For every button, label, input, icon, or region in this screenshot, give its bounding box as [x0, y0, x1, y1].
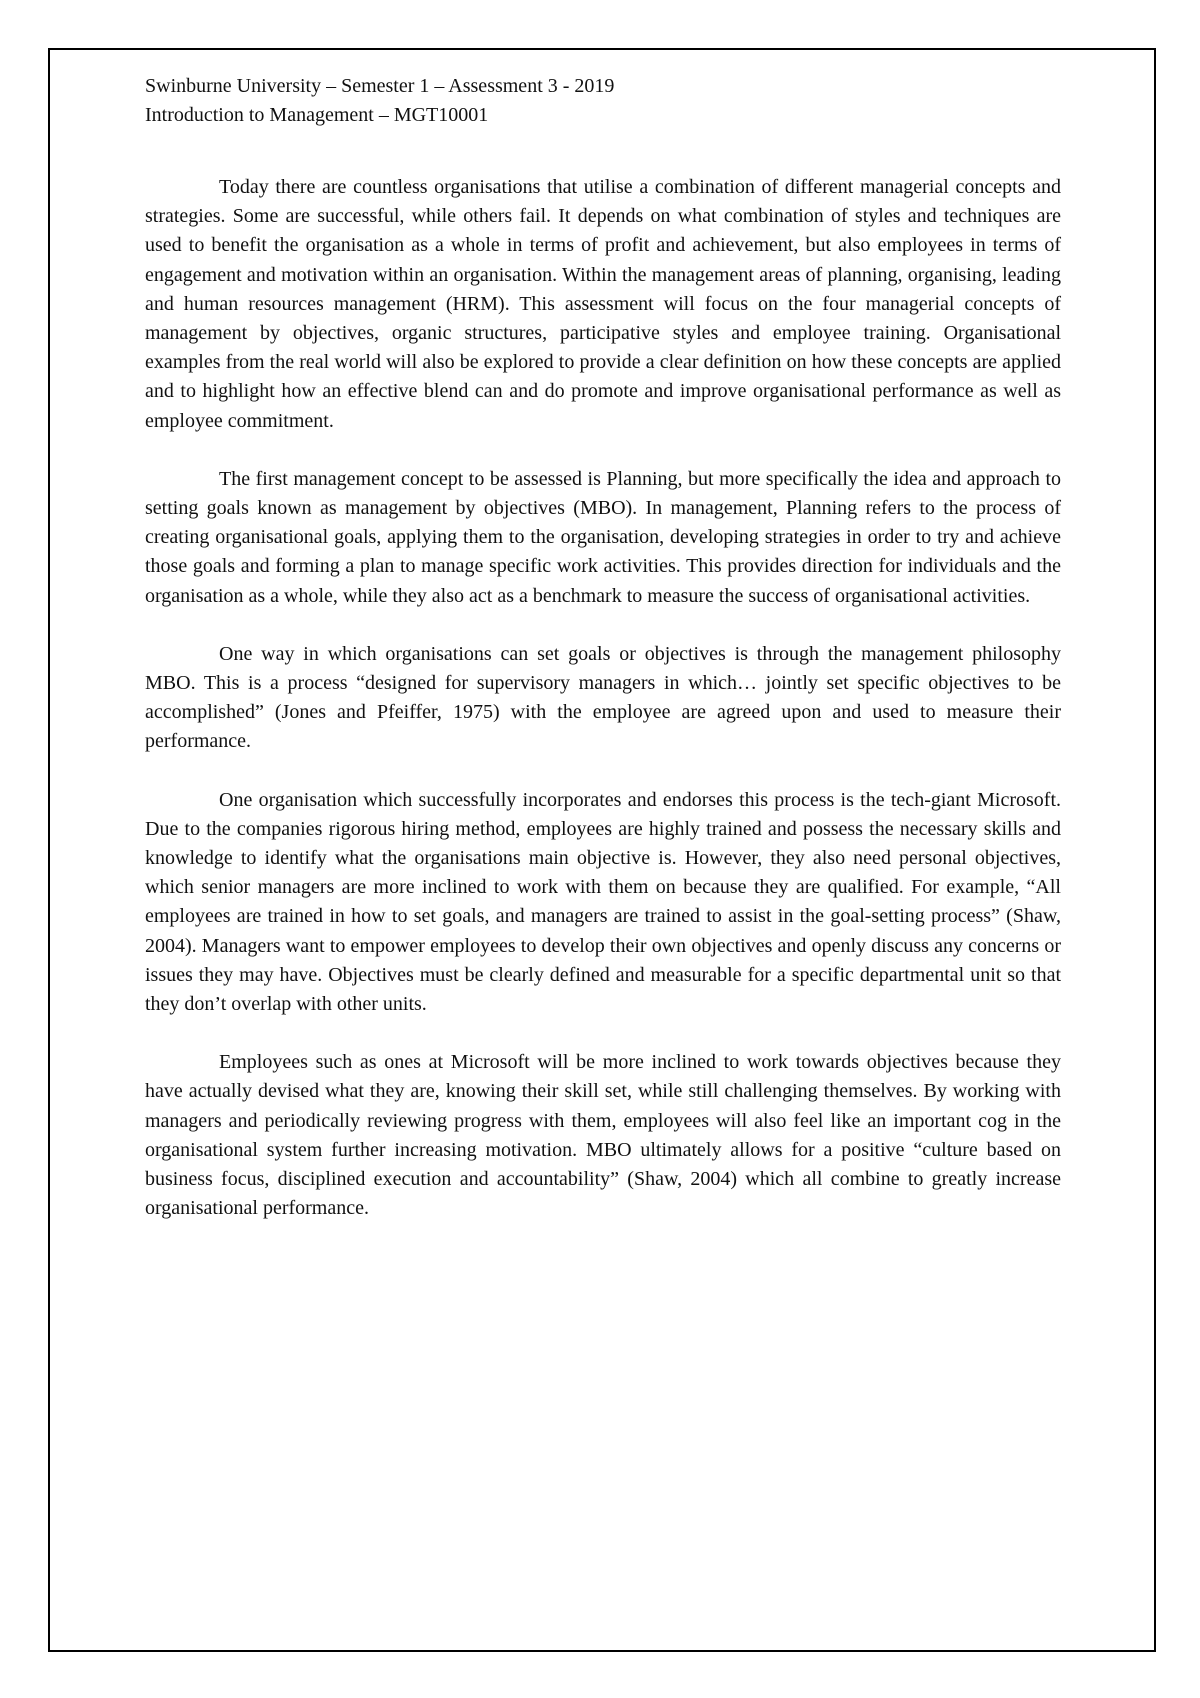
paragraph-introduction: Today there are countless organisations that utilise a combination of different managerial concepts and strategies. Some are successful, while others fail. It depends on what combination of styles and techniques are used to benefit the organisation as a whole in terms of profit and achievement, but also employees in terms of engagement and motivation within an organisation. Within the management areas of planning, organising, leading and human resources management (HRM). This assessment will focus on the four managerial concepts of management by objectives, organic structures, participative styles and employee training. Organisational examples from the real world will also be explored to provide a clear definition on how these concepts are applied and to highlight how an effective blend can and do promote and improve organisational performance as well as employee commitment.: [145, 176, 1061, 432]
header-unit-line: Introduction to Management – MGT10001: [145, 104, 489, 126]
paragraph-mbo-benefits: Employees such as ones at Microsoft will be more inclined to work towards objectives because they have actually devised what they are, knowing their skill set, while still challenging themselves. By working with managers and periodically reviewing progress with them, employees will also feel like an important cog in the organisational system further increasing motivation. MBO ultimately allows for a positive “culture based on business focus, disciplined execution and accountability” (Shaw, 2004) which all combine to greatly increase organisational performance.: [145, 1051, 1061, 1220]
header-course-line: Swinburne University – Semester 1 – Assessment 3 - 2019: [145, 75, 615, 97]
paragraph-planning: The first management concept to be assessed is Planning, but more specifically the idea and approach to setting goals known as management by objectives (MBO). In management, Planning refers to the process of creating organisational goals, applying them to the organisation, developing strategies in order to try and achieve those goals and forming a plan to manage specific work activities. This provides direction for individuals and the organisation as a whole, while they also act as a benchmark to measure the success of organisational activities.: [145, 467, 1061, 607]
document-body: [145, 72, 1061, 1253]
paragraph-microsoft-example: One organisation which successfully incorporates and endorses this process is the tech-giant Microsoft. Due to the companies rigorous hiring method, employees are highly trained and possess the necessary skills and knowledge to identify what the organisations main objective is. However, they also need personal objectives, which senior managers are more inclined to work with them on because they are qualified. For example, “All employees are trained in how to set goals, and managers are trained to assist in the goal-setting process” (Shaw, 2004). Managers want to empower employees to develop their own objectives and openly discuss any concerns or issues they may have. Objectives must be clearly defined and measurable for a specific departmental unit so that they don’t overlap with other units.: [145, 788, 1061, 1016]
document-header: [145, 72, 1061, 130]
paragraph-mbo-definition: One way in which organisations can set goals or objectives is through the management philosophy MBO. This is a process “designed for supervisory managers in which… jointly set specific objectives to be accomplished” (Jones and Pfeiffer, 1975) with the employee are agreed upon and used to measure their performance.: [145, 642, 1061, 753]
